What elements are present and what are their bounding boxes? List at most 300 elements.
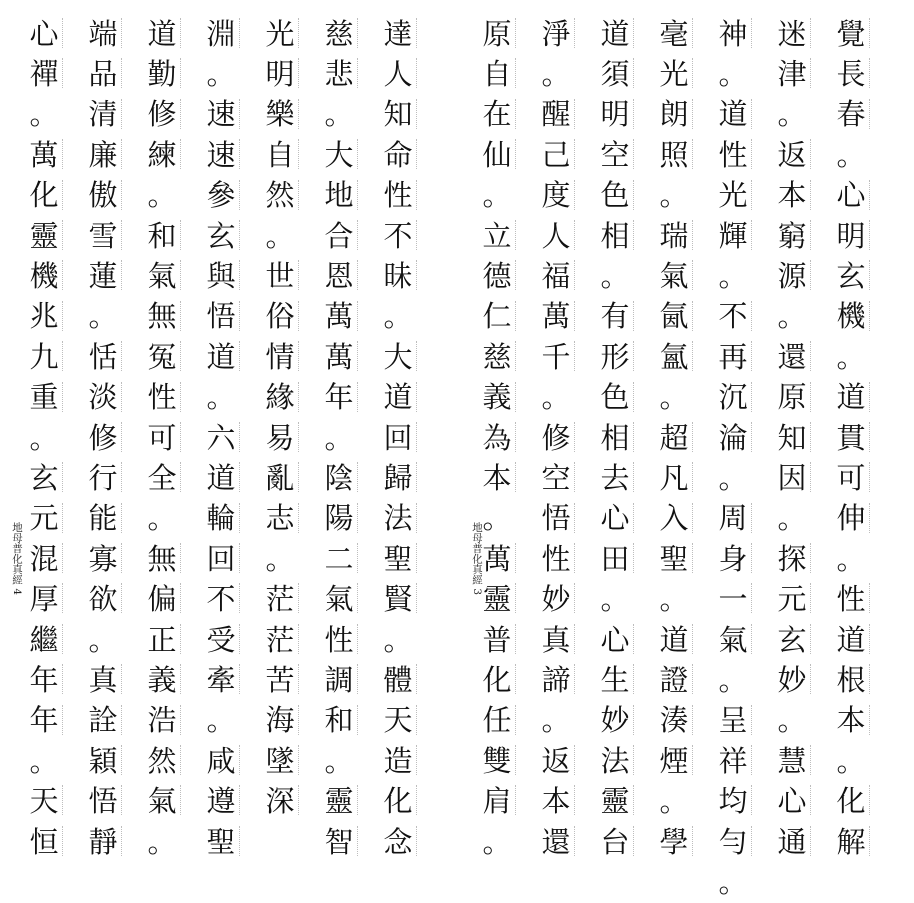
character-cell: 調 (324, 660, 366, 700)
character-cell: 性 (836, 579, 878, 619)
phonetic-annotation (751, 826, 760, 856)
character-cell: 志 (265, 499, 307, 539)
character-cell: 在 (482, 95, 524, 135)
character-cell: 空 (541, 458, 583, 498)
character-cell: 。 (659, 380, 689, 415)
character-cell: 本 (836, 701, 878, 741)
phonetic-annotation (751, 785, 760, 815)
character-cell: 萬 (541, 297, 583, 337)
text-column (324, 14, 366, 862)
character-cell: 玄 (29, 458, 71, 498)
character-cell: 還 (777, 337, 819, 377)
phonetic-annotation (416, 664, 425, 694)
character-cell: 九 (29, 337, 71, 377)
phonetic-annotation (239, 583, 248, 613)
character-cell: 有 (600, 297, 642, 337)
character-cell: 機 (836, 297, 878, 337)
character-cell: 靈 (482, 579, 524, 619)
character-cell: 本 (777, 176, 819, 216)
phonetic-annotation (180, 785, 189, 815)
phonetic-annotation (416, 462, 425, 492)
phonetic-annotation (574, 503, 583, 533)
character-cell: 繼 (29, 620, 71, 660)
phonetic-annotation (416, 220, 425, 250)
phonetic-annotation (298, 180, 307, 210)
character-cell: 遵 (206, 781, 248, 821)
phonetic-annotation (180, 99, 189, 129)
character-cell: 化 (29, 176, 71, 216)
character-cell: 心 (600, 499, 642, 539)
character-cell: 。 (265, 218, 295, 253)
phonetic-annotation (298, 99, 307, 129)
phonetic-annotation (574, 826, 583, 856)
phonetic-annotation (574, 341, 583, 371)
phonetic-annotation (357, 139, 366, 169)
character-cell: 。 (718, 662, 748, 697)
character-cell: 玄 (836, 256, 878, 296)
phonetic-annotation (515, 18, 524, 48)
character-cell: 歸 (383, 458, 425, 498)
character-cell: 元 (29, 499, 71, 539)
phonetic-annotation (357, 301, 366, 331)
character-cell: 。 (541, 380, 571, 415)
character-cell: 無 (147, 539, 189, 579)
character-cell: 普 (482, 620, 524, 660)
phonetic-annotation (416, 382, 425, 412)
phonetic-annotation (810, 745, 819, 775)
character-cell: 為 (482, 418, 524, 458)
phonetic-annotation (810, 543, 819, 573)
character-cell: 聖 (206, 822, 248, 862)
character-cell: 。 (600, 582, 630, 617)
character-cell: 性 (718, 135, 760, 175)
character-cell: 陽 (324, 499, 366, 539)
character-cell: 自 (265, 135, 307, 175)
character-cell: 心 (777, 781, 819, 821)
phonetic-annotation (515, 58, 524, 88)
character-cell: 心 (600, 620, 642, 660)
character-cell: 淵 (206, 14, 248, 54)
phonetic-annotation (751, 422, 760, 452)
character-cell: 千 (541, 337, 583, 377)
character-cell: 年 (29, 701, 71, 741)
character-cell: 茫 (265, 620, 307, 660)
character-cell: 妙 (541, 579, 583, 619)
character-cell: 凡 (659, 458, 701, 498)
phonetic-annotation (633, 301, 642, 331)
character-cell: 立 (482, 216, 524, 256)
character-cell: 知 (777, 418, 819, 458)
character-cell: 。 (718, 57, 748, 92)
character-cell: 台 (600, 822, 642, 862)
text-column (541, 14, 583, 862)
phonetic-annotation (357, 785, 366, 815)
character-cell: 靈 (324, 781, 366, 821)
phonetic-annotation (633, 664, 642, 694)
phonetic-annotation (62, 139, 71, 169)
phonetic-annotation (810, 664, 819, 694)
phonetic-annotation (515, 583, 524, 613)
phonetic-annotation (810, 18, 819, 48)
character-cell: 伸 (836, 499, 878, 539)
phonetic-annotation (810, 341, 819, 371)
phonetic-annotation (869, 382, 878, 412)
character-cell: 超 (659, 418, 701, 458)
phonetic-annotation (416, 745, 425, 775)
phonetic-annotation (751, 99, 760, 129)
character-cell: 貫 (836, 418, 878, 458)
phonetic-annotation (121, 785, 130, 815)
character-cell: 再 (718, 337, 760, 377)
phonetic-annotation (121, 422, 130, 452)
character-cell: 道 (600, 14, 642, 54)
phonetic-annotation (515, 462, 524, 492)
phonetic-annotation (298, 583, 307, 613)
phonetic-annotation (869, 260, 878, 290)
character-cell: 機 (29, 256, 71, 296)
phonetic-annotation (121, 583, 130, 613)
character-cell: 相 (600, 418, 642, 458)
text-column (718, 14, 760, 903)
character-cell: 。 (29, 97, 59, 132)
character-cell: 兆 (29, 297, 71, 337)
character-cell: 氣 (147, 256, 189, 296)
phonetic-annotation (180, 624, 189, 654)
phonetic-annotation (62, 341, 71, 371)
phonetic-annotation (416, 260, 425, 290)
character-cell: 。 (777, 97, 807, 132)
phonetic-annotation (574, 260, 583, 290)
phonetic-annotation (239, 664, 248, 694)
phonetic-annotation (298, 382, 307, 412)
character-cell: 不 (718, 297, 760, 337)
character-cell: 和 (147, 216, 189, 256)
phonetic-annotation (633, 785, 642, 815)
phonetic-annotation (416, 826, 425, 856)
character-cell: 慈 (324, 14, 366, 54)
phonetic-annotation (574, 624, 583, 654)
phonetic-annotation (298, 260, 307, 290)
character-cell: 。 (147, 501, 177, 536)
character-cell: 醒 (541, 95, 583, 135)
phonetic-annotation (810, 260, 819, 290)
character-cell: 修 (88, 418, 130, 458)
character-cell: 樂 (265, 95, 307, 135)
character-cell: 沉 (718, 378, 760, 418)
phonetic-annotation (298, 341, 307, 371)
character-cell: 浩 (147, 701, 189, 741)
phonetic-annotation (357, 503, 366, 533)
character-cell: 能 (88, 499, 130, 539)
character-cell: 天 (29, 781, 71, 821)
character-cell: 。 (383, 622, 413, 657)
character-cell: 祥 (718, 741, 760, 781)
character-cell: 年 (29, 660, 71, 700)
character-cell: 周 (718, 499, 760, 539)
phonetic-annotation (357, 58, 366, 88)
character-cell: 俗 (265, 297, 307, 337)
character-cell: 速 (206, 95, 248, 135)
character-cell: 地 (324, 176, 366, 216)
phonetic-annotation (751, 503, 760, 533)
character-cell: 心 (29, 14, 71, 54)
phonetic-annotation (751, 220, 760, 250)
character-cell: 二 (324, 539, 366, 579)
character-cell: 然 (265, 176, 307, 216)
phonetic-annotation (574, 543, 583, 573)
character-cell: 道 (836, 378, 878, 418)
character-cell: 。 (777, 299, 807, 334)
character-cell: 苦 (265, 660, 307, 700)
character-cell: 人 (383, 54, 425, 94)
phonetic-annotation (574, 180, 583, 210)
character-cell: 道 (147, 14, 189, 54)
character-cell: 深 (265, 781, 307, 821)
character-cell: 福 (541, 256, 583, 296)
character-cell: 正 (147, 620, 189, 660)
character-cell: 相 (600, 216, 642, 256)
character-cell: 。 (88, 299, 118, 334)
phonetic-annotation (692, 745, 701, 775)
character-cell: 化 (482, 660, 524, 700)
phonetic-annotation (416, 785, 425, 815)
phonetic-annotation (692, 260, 701, 290)
character-cell: 肩 (482, 781, 524, 821)
phonetic-annotation (692, 341, 701, 371)
character-cell: 。 (147, 824, 177, 859)
character-cell: 輪 (206, 499, 248, 539)
phonetic-annotation (298, 664, 307, 694)
character-cell: 覺 (836, 14, 878, 54)
phonetic-annotation (810, 785, 819, 815)
character-cell: 道 (383, 378, 425, 418)
phonetic-annotation (180, 543, 189, 573)
character-cell: 咸 (206, 741, 248, 781)
phonetic-annotation (574, 99, 583, 129)
character-cell: 回 (206, 539, 248, 579)
character-cell: 聖 (659, 539, 701, 579)
phonetic-annotation (515, 422, 524, 452)
phonetic-annotation (180, 705, 189, 735)
character-cell: 照 (659, 135, 701, 175)
text-column (265, 14, 307, 822)
phonetic-annotation (239, 462, 248, 492)
phonetic-annotation (62, 58, 71, 88)
phonetic-annotation (869, 301, 878, 331)
phonetic-annotation (692, 99, 701, 129)
character-cell: 。 (659, 784, 689, 819)
text-column (600, 14, 642, 862)
phonetic-annotation (121, 99, 130, 129)
character-cell: 窮 (777, 216, 819, 256)
phonetic-annotation (298, 462, 307, 492)
phonetic-annotation (574, 301, 583, 331)
character-cell: 。 (718, 864, 748, 899)
phonetic-annotation (515, 341, 524, 371)
character-cell: 朗 (659, 95, 701, 135)
phonetic-annotation (121, 220, 130, 250)
phonetic-annotation (751, 624, 760, 654)
character-cell: 。 (206, 703, 236, 738)
phonetic-annotation (62, 382, 71, 412)
character-cell: 大 (324, 135, 366, 175)
character-cell: 恒 (29, 822, 71, 862)
phonetic-annotation (574, 462, 583, 492)
character-cell: 詮 (88, 701, 130, 741)
phonetic-annotation (121, 139, 130, 169)
character-cell: 明 (265, 54, 307, 94)
phonetic-annotation (574, 18, 583, 48)
character-cell: 聖 (383, 539, 425, 579)
character-cell: 年 (324, 378, 366, 418)
character-cell: 緣 (265, 378, 307, 418)
character-cell: 萬 (324, 337, 366, 377)
phonetic-annotation (869, 462, 878, 492)
character-cell: 蓮 (88, 256, 130, 296)
character-cell: 心 (836, 176, 878, 216)
character-cell: 通 (777, 822, 819, 862)
phonetic-annotation (357, 583, 366, 613)
character-cell: 返 (541, 741, 583, 781)
phonetic-annotation (810, 180, 819, 210)
phonetic-annotation (298, 785, 307, 815)
phonetic-annotation (515, 785, 524, 815)
character-cell: 行 (88, 458, 130, 498)
phonetic-annotation (239, 260, 248, 290)
character-cell: 慧 (777, 741, 819, 781)
character-cell: 。 (600, 259, 630, 294)
phonetic-annotation (239, 341, 248, 371)
character-cell: 不 (206, 579, 248, 619)
character-cell: 道 (836, 620, 878, 660)
character-cell: 。 (206, 57, 236, 92)
character-cell: 體 (383, 660, 425, 700)
character-cell: 達 (383, 14, 425, 54)
character-cell: 神 (718, 14, 760, 54)
character-cell: 然 (147, 741, 189, 781)
phonetic-annotation (633, 745, 642, 775)
character-cell: 。 (383, 299, 413, 334)
phonetic-annotation (515, 382, 524, 412)
character-cell: 元 (777, 579, 819, 619)
character-cell: 道 (718, 95, 760, 135)
phonetic-annotation (357, 220, 366, 250)
character-cell: 世 (265, 256, 307, 296)
character-cell: 廉 (88, 135, 130, 175)
phonetic-annotation (62, 301, 71, 331)
phonetic-annotation (869, 18, 878, 48)
character-cell: 氣 (324, 579, 366, 619)
character-cell: 法 (600, 741, 642, 781)
character-cell: 煙 (659, 741, 701, 781)
phonetic-annotation (751, 341, 760, 371)
character-cell: 玄 (206, 216, 248, 256)
character-cell: 。 (482, 178, 512, 213)
character-cell: 易 (265, 418, 307, 458)
phonetic-annotation (633, 180, 642, 210)
character-cell: 本 (482, 458, 524, 498)
character-cell: 墜 (265, 741, 307, 781)
phonetic-annotation (869, 99, 878, 129)
character-cell: 原 (777, 378, 819, 418)
phonetic-annotation (298, 422, 307, 452)
character-cell: 返 (777, 135, 819, 175)
phonetic-annotation (810, 382, 819, 412)
phonetic-annotation (180, 58, 189, 88)
phonetic-annotation (810, 422, 819, 452)
character-cell: 陰 (324, 458, 366, 498)
phonetic-annotation (692, 139, 701, 169)
character-cell: 化 (836, 781, 878, 821)
character-cell: 度 (541, 176, 583, 216)
character-cell: 原 (482, 14, 524, 54)
character-cell: 雪 (88, 216, 130, 256)
character-cell: 知 (383, 95, 425, 135)
phonetic-annotation (574, 664, 583, 694)
phonetic-annotation (239, 301, 248, 331)
character-cell: 光 (659, 54, 701, 94)
phonetic-annotation (633, 543, 642, 573)
phonetic-annotation (751, 180, 760, 210)
phonetic-annotation (298, 58, 307, 88)
phonetic-annotation (633, 503, 642, 533)
character-cell: 迷 (777, 14, 819, 54)
character-cell: 真 (88, 660, 130, 700)
phonetic-annotation (121, 664, 130, 694)
phonetic-annotation (869, 826, 878, 856)
character-cell: 天 (383, 701, 425, 741)
phonetic-annotation (574, 139, 583, 169)
phonetic-annotation (810, 462, 819, 492)
character-cell: 念 (383, 822, 425, 862)
character-cell: 。 (836, 137, 866, 172)
phonetic-annotation (180, 583, 189, 613)
phonetic-annotation (810, 583, 819, 613)
character-cell: 雙 (482, 741, 524, 781)
character-cell: 回 (383, 418, 425, 458)
character-cell: 形 (600, 337, 642, 377)
character-cell: 悟 (88, 781, 130, 821)
character-cell: 智 (324, 822, 366, 862)
character-cell: 一 (718, 579, 760, 619)
phonetic-annotation (357, 543, 366, 573)
phonetic-annotation (633, 705, 642, 735)
phonetic-annotation (357, 382, 366, 412)
phonetic-annotation (810, 58, 819, 88)
phonetic-annotation (121, 462, 130, 492)
phonetic-annotation (121, 826, 130, 856)
character-cell: 勤 (147, 54, 189, 94)
character-cell: 。 (206, 380, 236, 415)
character-cell: 修 (541, 418, 583, 458)
character-cell: 津 (777, 54, 819, 94)
character-cell: 。 (836, 339, 866, 374)
phonetic-annotation (869, 503, 878, 533)
phonetic-annotation (121, 543, 130, 573)
page-footer: 地母普化真經 4 (11, 522, 23, 596)
character-cell: 穎 (88, 741, 130, 781)
character-cell: 。 (324, 420, 354, 455)
phonetic-annotation (298, 745, 307, 775)
character-cell: 。 (718, 460, 748, 495)
phonetic-annotation (62, 826, 71, 856)
phonetic-annotation (515, 624, 524, 654)
character-cell: 道 (659, 620, 701, 660)
character-cell: 淨 (541, 14, 583, 54)
phonetic-annotation (239, 422, 248, 452)
character-cell: 還 (541, 822, 583, 862)
character-cell: 厚 (29, 579, 71, 619)
